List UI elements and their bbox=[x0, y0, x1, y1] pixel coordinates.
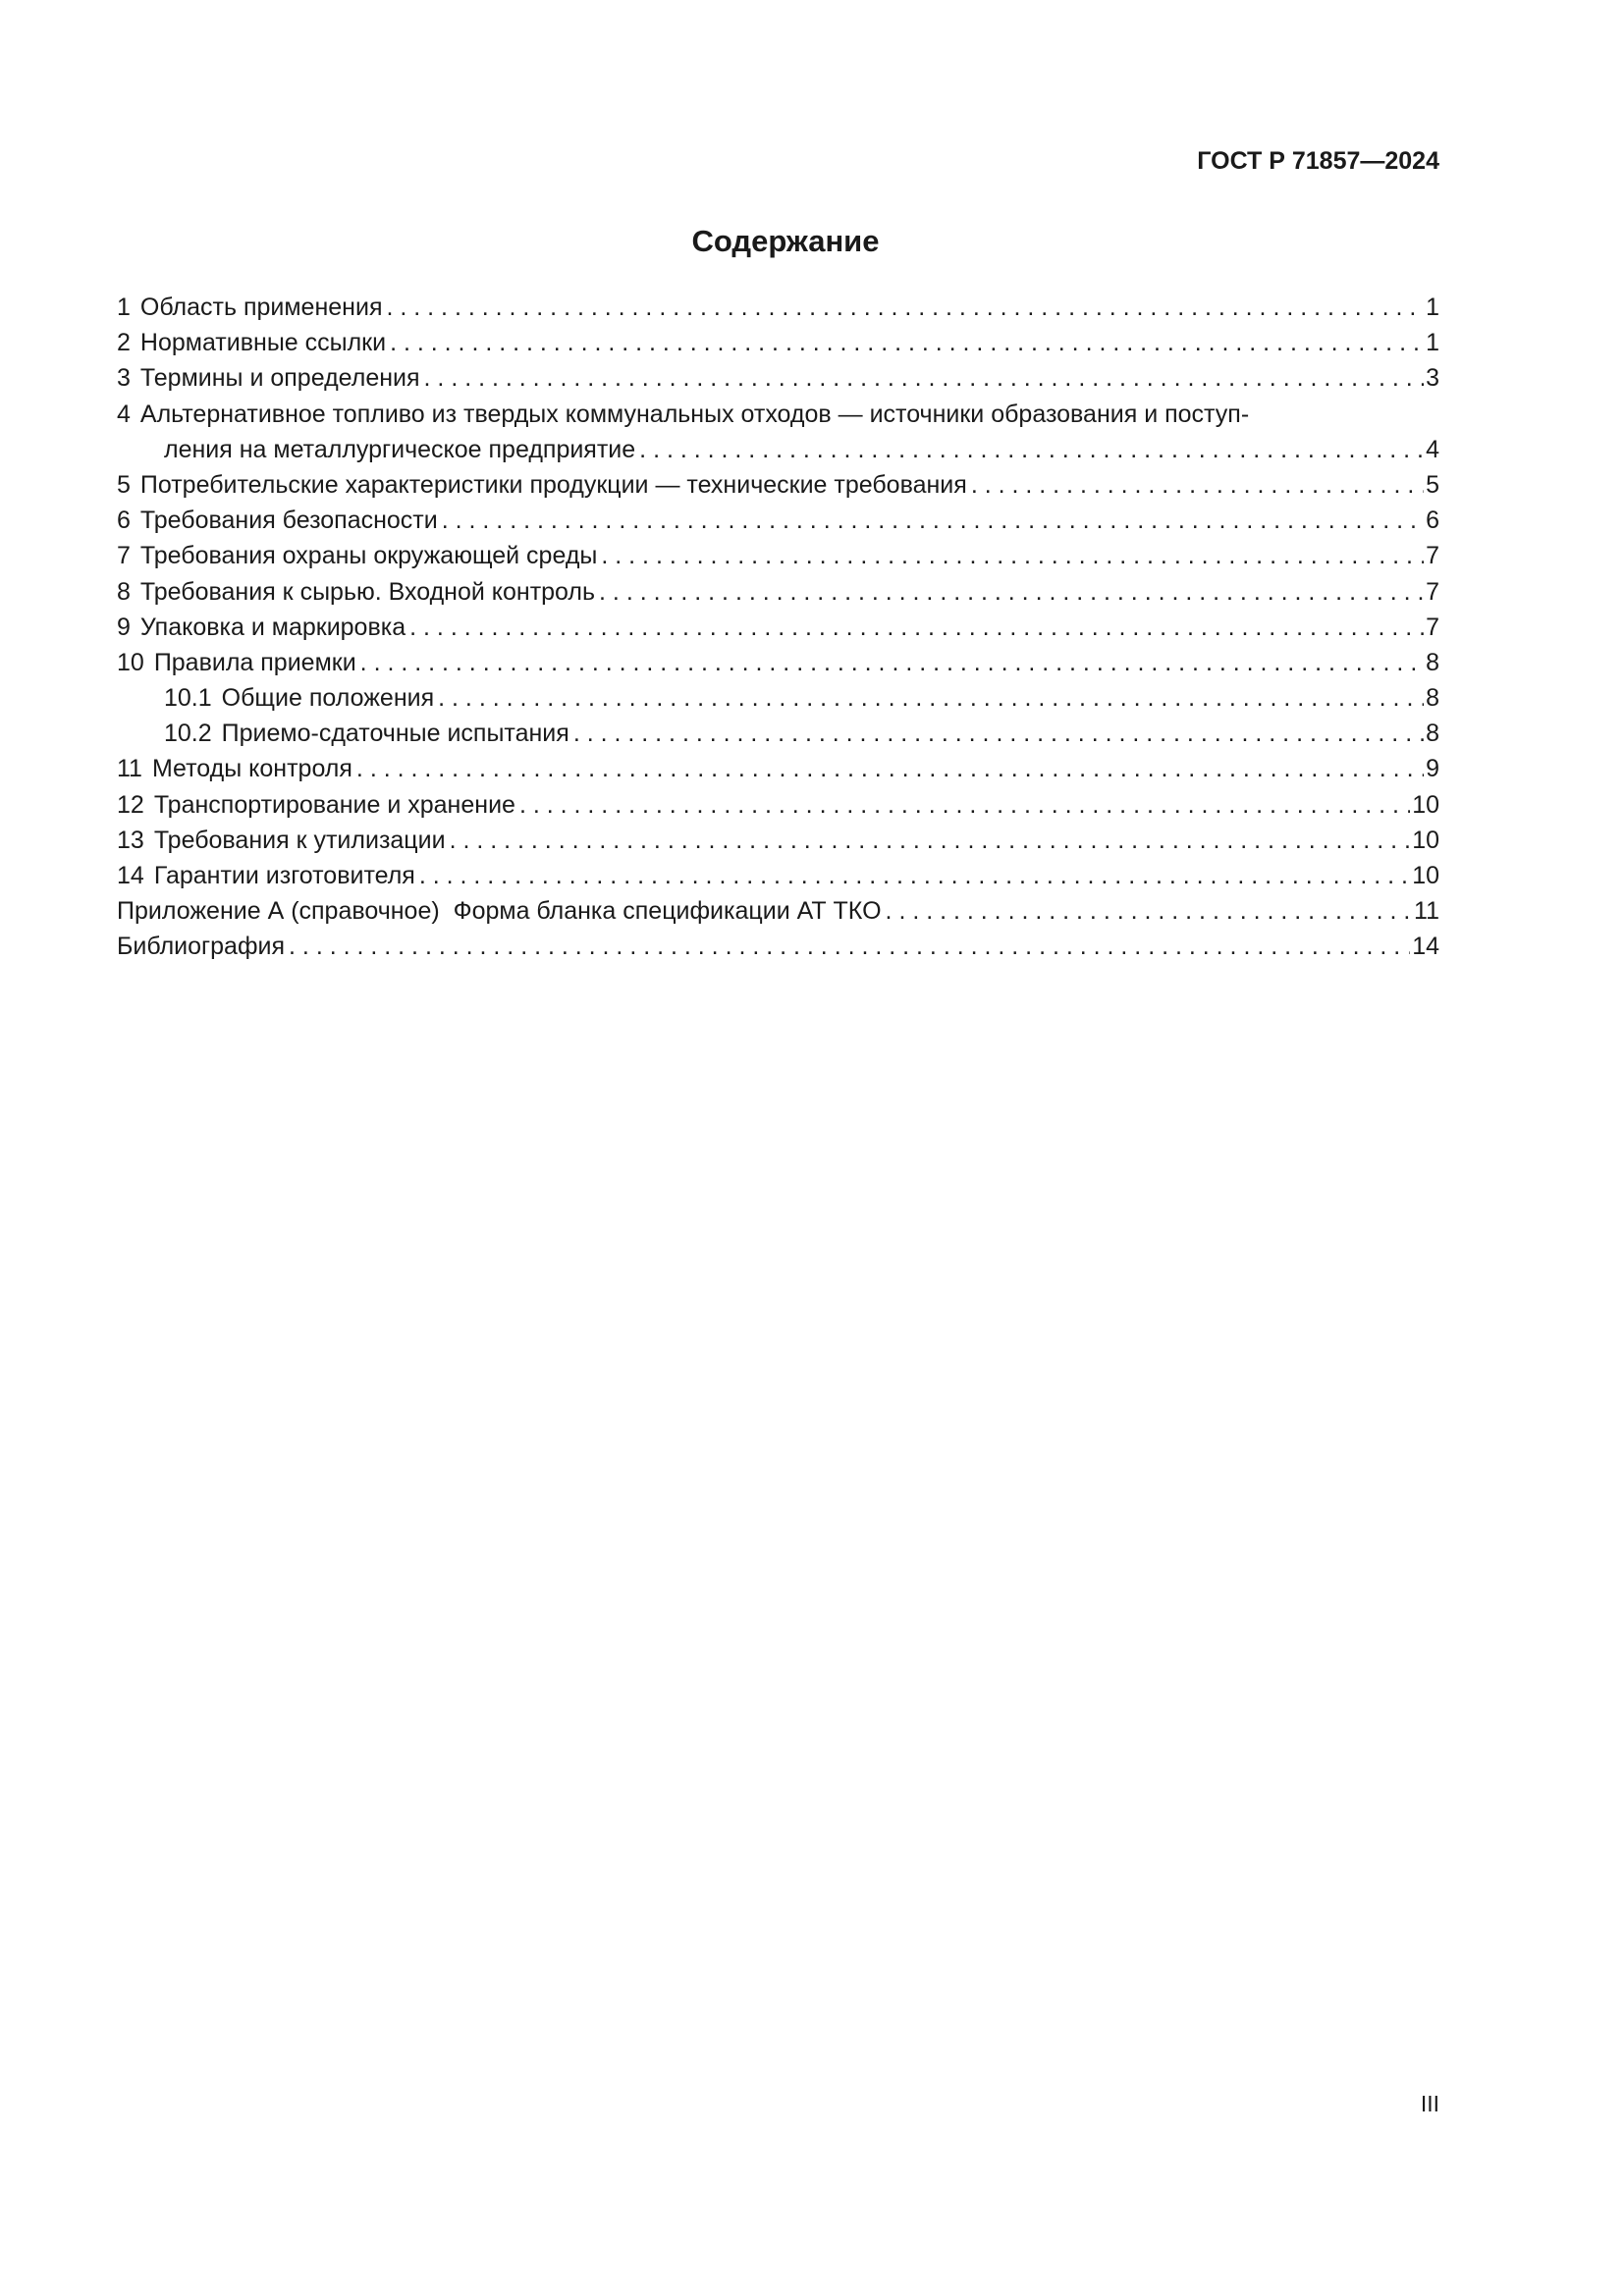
toc-entry-3[interactable] bbox=[117, 360, 1439, 396]
dot-leader bbox=[519, 787, 1410, 823]
dot-leader bbox=[356, 751, 1424, 786]
toc-entry-page: 7 bbox=[1426, 577, 1439, 606]
toc-entry-page: 5 bbox=[1426, 470, 1439, 499]
toc-entry-page: 1 bbox=[1426, 329, 1439, 357]
toc-entry-title: Методы контроля bbox=[151, 755, 352, 783]
toc-entry-title: Гарантии изготовителя bbox=[153, 862, 415, 889]
toc-title: Содержание bbox=[691, 224, 880, 258]
toc-entry-13[interactable] bbox=[117, 823, 1439, 858]
dot-leader bbox=[601, 538, 1424, 573]
dot-leader bbox=[360, 645, 1424, 680]
toc-entry-bibliography[interactable] bbox=[117, 929, 1439, 964]
toc-entry-page: 14 bbox=[1412, 933, 1439, 961]
toc-entry-page: 10 bbox=[1412, 862, 1439, 889]
toc-entry-12[interactable] bbox=[117, 787, 1439, 823]
dot-leader bbox=[886, 893, 1413, 929]
toc-entry-title: Упаковка и маркировка bbox=[139, 613, 406, 641]
document-code: ГОСТ Р 71857—2024 bbox=[1197, 147, 1439, 175]
toc-entry-title: Правила приемки bbox=[153, 648, 356, 676]
toc-entry-page: 8 bbox=[1426, 720, 1439, 748]
toc-entry-title: Приложение А (справочное) Форма бланка спецификации АТ ТКО bbox=[117, 897, 882, 926]
dot-leader bbox=[419, 858, 1410, 893]
toc-entry-page: 9 bbox=[1426, 755, 1439, 783]
page-number: III bbox=[1420, 2091, 1439, 2116]
toc-entry-number: 10.2 bbox=[164, 720, 212, 748]
toc-entry-title: Нормативные ссылки bbox=[139, 329, 387, 357]
dot-leader bbox=[424, 360, 1425, 396]
toc-entry-14[interactable] bbox=[117, 858, 1439, 893]
toc-entry-6[interactable] bbox=[117, 503, 1439, 538]
toc-entry-number: 10 bbox=[117, 648, 144, 676]
toc-entry-appendix-a[interactable] bbox=[117, 893, 1439, 929]
toc-entry-1[interactable] bbox=[117, 290, 1439, 325]
toc-entry-page: 3 bbox=[1426, 364, 1439, 393]
toc-entry-title: Область применения bbox=[139, 294, 383, 321]
toc-entry-title: Требования к утилизации bbox=[153, 826, 446, 854]
toc-entry-number: 8 bbox=[117, 577, 131, 606]
toc-entry-number: 12 bbox=[117, 790, 144, 819]
toc-entry-number: 2 bbox=[117, 329, 131, 357]
dot-leader bbox=[386, 290, 1424, 325]
dot-leader bbox=[639, 432, 1424, 467]
toc-entry-number: 11 bbox=[117, 755, 142, 783]
toc-entry-number: 6 bbox=[117, 507, 131, 535]
toc-entry-number: 7 bbox=[117, 542, 131, 570]
toc-entry-number: 10.1 bbox=[164, 684, 212, 713]
toc-entry-page: 1 bbox=[1426, 294, 1439, 321]
toc-entry-number: 4 bbox=[117, 400, 131, 428]
toc-entry-number: 5 bbox=[117, 470, 131, 499]
toc-entry-title: Общие положения bbox=[221, 684, 435, 713]
toc-entry-10[interactable] bbox=[117, 645, 1439, 680]
toc-entry-10-2[interactable] bbox=[117, 716, 1439, 751]
toc-entry-title: Термины и определения bbox=[139, 364, 420, 393]
dot-leader bbox=[450, 823, 1411, 858]
toc-entry-number: 14 bbox=[117, 862, 144, 889]
dot-leader bbox=[971, 467, 1424, 503]
toc-entry-9[interactable] bbox=[117, 610, 1439, 645]
toc-entry-title: Библиография bbox=[117, 933, 286, 961]
table-of-contents bbox=[117, 290, 1439, 965]
toc-entry-title: Потребительские характеристики продукции — технические требования bbox=[139, 470, 967, 499]
dot-leader bbox=[390, 325, 1424, 360]
dot-leader bbox=[573, 716, 1424, 751]
toc-entry-page: 7 bbox=[1426, 613, 1439, 641]
toc-entry-4[interactable] bbox=[117, 397, 1439, 432]
toc-entry-title: Альтернативное топливо из твердых коммунальных отходов — источники образования и поступ- bbox=[139, 400, 1250, 428]
toc-entry-7[interactable] bbox=[117, 538, 1439, 573]
dot-leader bbox=[599, 574, 1424, 610]
toc-entry-title: Транспортирование и хранение bbox=[153, 790, 515, 819]
toc-entry-10-1[interactable] bbox=[117, 680, 1439, 716]
toc-entry-title-continued: ления на металлургическое предприятие bbox=[164, 435, 636, 463]
toc-entry-11[interactable] bbox=[117, 751, 1439, 786]
toc-entry-4-continued[interactable] bbox=[117, 432, 1439, 467]
toc-entry-8[interactable] bbox=[117, 574, 1439, 610]
dot-leader bbox=[409, 610, 1424, 645]
toc-entry-number: 3 bbox=[117, 364, 131, 393]
toc-entry-page: 10 bbox=[1412, 826, 1439, 854]
toc-entry-page: 6 bbox=[1426, 507, 1439, 535]
toc-entry-page: 7 bbox=[1426, 542, 1439, 570]
dot-leader bbox=[438, 680, 1424, 716]
toc-entry-page: 10 bbox=[1412, 790, 1439, 819]
toc-entry-number: 9 bbox=[117, 613, 131, 641]
toc-entry-page: 8 bbox=[1426, 684, 1439, 713]
toc-entry-page: 4 bbox=[1426, 435, 1439, 463]
toc-entry-title: Приемо-сдаточные испытания bbox=[221, 720, 569, 748]
toc-entry-page: 8 bbox=[1426, 648, 1439, 676]
toc-entry-title: Требования безопасности bbox=[139, 507, 438, 535]
dot-leader bbox=[442, 503, 1424, 538]
toc-entry-page: 11 bbox=[1414, 897, 1439, 926]
toc-entry-title: Требования охраны окружающей среды bbox=[139, 542, 598, 570]
toc-entry-2[interactable] bbox=[117, 325, 1439, 360]
toc-entry-number: 13 bbox=[117, 826, 144, 854]
toc-entry-number: 1 bbox=[117, 294, 131, 321]
toc-entry-title: Требования к сырью. Входной контроль bbox=[139, 577, 596, 606]
toc-entry-5[interactable] bbox=[117, 467, 1439, 503]
dot-leader bbox=[289, 929, 1410, 964]
